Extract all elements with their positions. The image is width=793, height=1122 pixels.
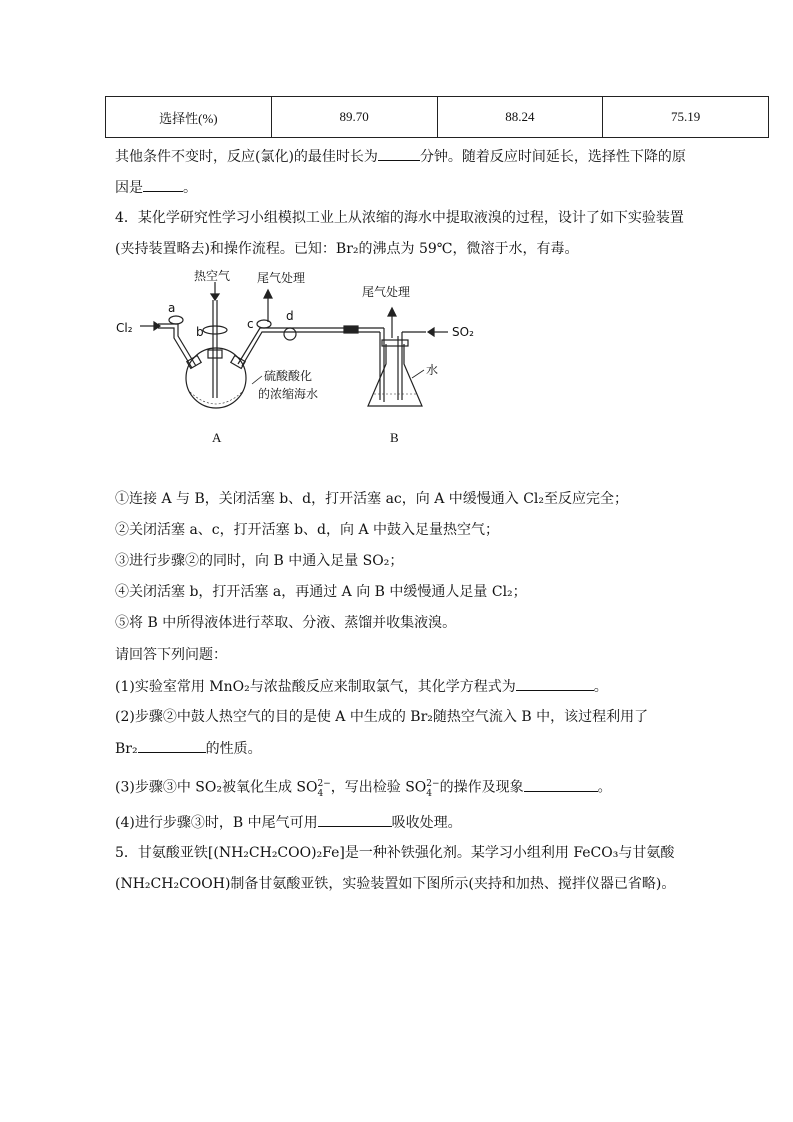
label-so2: SO₂ <box>452 325 474 339</box>
label-hot-air: 热空气 <box>194 269 231 283</box>
table-row-label: 选择性(%) <box>106 97 272 138</box>
answer-blank[interactable] <box>138 738 206 753</box>
step-1: ①连接 A 与 B，关闭活塞 b、d，打开活塞 ac，向 A 中缓慢通入 Cl₂至反应完全； <box>115 491 629 507</box>
question-line: 因是 。 <box>115 177 197 198</box>
label-valve-a: a <box>168 301 176 315</box>
data-table <box>105 96 769 138</box>
problem-5-intro-cont: (NH₂CH₂COOH)制备甘氨酸亚铁，实验装置如下图所示(夹持和加热、搅拌仪器已省略)。 <box>115 876 676 892</box>
step-3: ③进行步骤②的同时，向 B 中通入足量 SO₂； <box>115 553 404 569</box>
flask-b <box>368 344 422 406</box>
rubber-connector <box>344 326 358 333</box>
valve-b[interactable] <box>203 326 227 334</box>
sulfate-ion-charge: $^{2-}$ 4 <box>426 779 440 799</box>
problem-4-intro-cont: (夹持装置略去)和操作流程。已知：Br₂的沸点为 59℃，微溶于水，有毒。 <box>115 241 579 257</box>
table-cell: 88.24 <box>437 97 603 138</box>
problem-4-intro: 4．某化学研究性学习小组模拟工业上从浓缩的海水中提取液溴的过程，设计了如下实验装置 <box>115 210 684 226</box>
label-tail-gas-a: 尾气处理 <box>257 271 306 285</box>
questions-heading: 请回答下列问题： <box>115 647 227 663</box>
question-2-cont: Br₂ 的性质。 <box>115 738 262 759</box>
stopper-center <box>208 350 222 358</box>
label-valve-c: c <box>247 317 254 331</box>
table-cell: 89.70 <box>271 97 437 138</box>
label-tail-gas-b: 尾气处理 <box>362 285 411 299</box>
answer-blank[interactable] <box>318 812 392 827</box>
answer-blank[interactable] <box>378 146 420 161</box>
caption-a: A <box>212 430 222 445</box>
sulfate-ion-charge: $^{2-}$ 4 <box>317 779 331 799</box>
table-cell: 75.19 <box>603 97 769 138</box>
question-2: (2)步骤②中鼓人热空气的目的是使 A 中生成的 Br₂随热空气流入 B 中，该过程利用了 <box>115 709 649 725</box>
question-3: (3)步骤③中 SO₂被氧化生成 $SO^{2-}$ 4 ，写出检验 $SO^{2-}$ 4 的操作及现象 。 <box>115 774 612 798</box>
label-valve-d: d <box>286 309 294 323</box>
question-line: 其他条件不变时，反应(氯化)的最佳时长为 分钟。随着反应时间延长，选择性下降的原 <box>115 146 686 167</box>
step-2: ②关闭活塞 a、c，打开活塞 b、d，向 A 中鼓入足量热空气； <box>115 522 500 538</box>
right-tube <box>238 328 322 364</box>
valve-a[interactable] <box>169 316 183 324</box>
label-solution-2: 的浓缩海水 <box>258 387 319 401</box>
answer-blank[interactable] <box>524 777 598 792</box>
apparatus-diagram <box>112 266 492 456</box>
answer-blank[interactable] <box>516 676 594 691</box>
label-cl2: Cl₂ <box>116 321 133 335</box>
step-4: ④关闭活塞 b，打开活塞 a，再通过 A 向 B 中缓慢通人足量 Cl₂； <box>115 584 527 600</box>
caption-b: B <box>390 430 399 445</box>
problem-5-intro: 5．甘氨酸亚铁[(NH₂CH₂COO)₂Fe]是一种补铁强化剂。某学习小组利用 FeCO₃与甘氨酸 <box>115 845 675 861</box>
stopper-right <box>231 356 245 369</box>
table-row <box>106 97 769 138</box>
label-valve-b: b <box>196 325 204 339</box>
question-4: (4)进行步骤③时，B 中尾气可用 吸收处理。 <box>115 812 462 833</box>
valve-c[interactable] <box>257 320 271 328</box>
label-solution-1: 硫酸酸化 <box>264 369 313 383</box>
step-5: ⑤将 B 中所得液体进行萃取、分液、蒸馏并收集液溴。 <box>115 615 457 631</box>
answer-blank[interactable] <box>143 177 183 192</box>
valve-d[interactable] <box>284 328 296 340</box>
question-1: (1)实验室常用 MnO₂与浓盐酸反应来制取氯气，其化学方程式为 。 <box>115 676 608 697</box>
label-water: 水 <box>426 363 439 377</box>
